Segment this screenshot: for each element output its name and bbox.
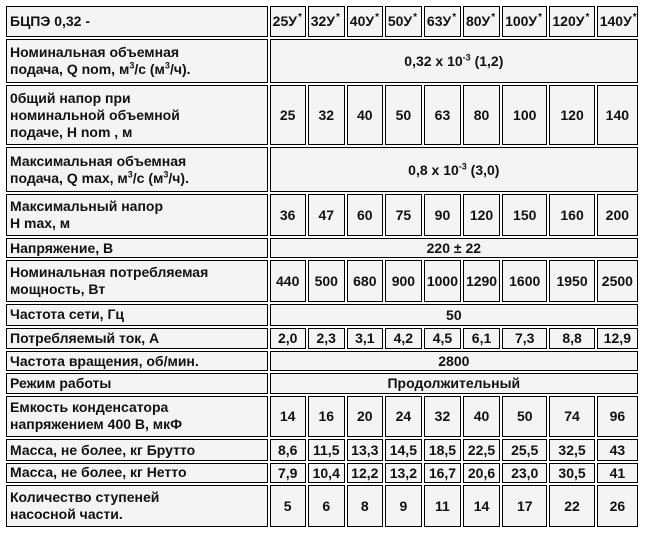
label-line: Номинальная потребляемая <box>10 264 209 281</box>
table-cell: 160 <box>549 194 594 236</box>
table-cell: 1000 <box>424 260 461 302</box>
table-cell: 16,7 <box>424 463 461 483</box>
label-line: /с (м <box>132 169 164 186</box>
table-cell: 680 <box>347 260 383 302</box>
model-mark: * <box>632 12 637 24</box>
value-exponent: -3 <box>458 161 467 172</box>
row-label <box>6 39 268 84</box>
table-row <box>6 328 638 349</box>
table-cell: 500 <box>308 260 345 302</box>
model-mark: * <box>335 12 340 24</box>
table-cell: 32 <box>424 396 461 438</box>
table-cell: 13,2 <box>385 463 422 483</box>
label-line: подача, Q max, м <box>10 169 128 186</box>
value-text: (3,0) <box>466 161 500 178</box>
model-mark: * <box>538 12 543 24</box>
table-cell: 14,5 <box>385 439 422 460</box>
row-label: Потребляемый ток, А <box>6 328 268 349</box>
table-cell: 11,5 <box>308 439 345 460</box>
table-cell: 10,4 <box>308 463 345 483</box>
label-line: Номинальная объемная <box>10 43 180 60</box>
table-cell: 100 <box>502 85 547 145</box>
table-cell: 6,1 <box>463 328 500 349</box>
table-row <box>6 485 638 527</box>
table-row <box>6 304 638 325</box>
model-mark: * <box>491 12 496 24</box>
model-name: 32У <box>310 13 335 30</box>
table-cell: 4,2 <box>385 328 422 349</box>
table-cell: 43 <box>597 439 638 460</box>
table-cell: 25,5 <box>502 439 547 460</box>
model-header <box>347 6 383 37</box>
row-label: Частота вращения, об/мин. <box>6 351 268 371</box>
model-name: 40У <box>349 13 375 30</box>
table-cell: 1950 <box>549 260 594 302</box>
model-name: 63У <box>426 13 452 30</box>
label-line: H max, м <box>10 215 71 232</box>
table-cell: 14 <box>463 485 500 527</box>
row-label: Масса, не более, кг Брутто <box>6 439 268 460</box>
label-line: напряжением 400 В, мкФ <box>10 416 183 433</box>
row-label <box>6 485 268 527</box>
table-title: БЦПЭ 0,32 - <box>6 6 268 37</box>
table-cell: 17 <box>502 485 547 527</box>
label-line: Максимальный напор <box>10 198 164 215</box>
model-name: 120У <box>552 13 585 30</box>
table-cell: 96 <box>597 396 638 438</box>
table-cell: 4,5 <box>424 328 461 349</box>
value-text: (1,2) <box>470 52 504 69</box>
table-cell: 7,9 <box>270 463 306 483</box>
model-header <box>502 6 547 37</box>
table-cell: 22,5 <box>463 439 500 460</box>
label-line: насосной части. <box>10 506 123 523</box>
table-row <box>6 147 638 192</box>
table-cell: 3,1 <box>347 328 383 349</box>
table-cell: 16 <box>308 396 345 438</box>
table-cell: 120 <box>549 85 594 145</box>
table-row <box>6 85 638 145</box>
row-label <box>6 396 268 438</box>
label-line: подаче, H nom , м <box>10 123 133 140</box>
table-cell: 140 <box>597 85 638 145</box>
table-cell: 40 <box>347 85 383 145</box>
table-cell: 2,0 <box>270 328 306 349</box>
label-line: номинальной объемной <box>10 106 180 123</box>
table-cell: 1290 <box>463 260 500 302</box>
table-cell: 150 <box>502 194 547 236</box>
table-cell: 7,3 <box>502 328 547 349</box>
table-cell: 63 <box>424 85 461 145</box>
header-row <box>6 6 638 37</box>
row-label: Напряжение, В <box>6 238 268 258</box>
model-mark: * <box>375 12 379 24</box>
table-cell: 50 <box>502 396 547 438</box>
table-cell: 8,8 <box>549 328 594 349</box>
model-header <box>270 6 306 37</box>
merged-value: 220 ± 22 <box>270 238 638 258</box>
label-line: /ч). <box>169 60 191 77</box>
table-cell: 8,6 <box>270 439 306 460</box>
table-cell: 120 <box>463 194 500 236</box>
label-line: /ч). <box>168 169 189 186</box>
label-line: Емкость конденсатора <box>10 399 169 416</box>
table-cell: 11 <box>424 485 461 527</box>
table-cell: 20 <box>347 396 383 438</box>
label-line: подача, Q nom, м <box>10 60 130 77</box>
table-cell: 20,6 <box>463 463 500 483</box>
label-line: /с (м <box>134 60 165 77</box>
model-header <box>463 6 500 37</box>
table-cell: 22 <box>549 485 594 527</box>
table-cell: 25 <box>270 85 306 145</box>
label-line: Максимальная объемная <box>10 152 187 169</box>
model-name: 50У <box>387 13 413 30</box>
table-cell: 47 <box>308 194 345 236</box>
merged-value: 50 <box>270 304 638 325</box>
table-cell: 30,5 <box>549 463 594 483</box>
table-cell: 200 <box>597 194 638 236</box>
row-label: Частота сети, Гц <box>6 304 268 325</box>
table-cell: 23,0 <box>502 463 547 483</box>
table-row <box>6 39 638 84</box>
model-header <box>597 6 638 37</box>
table-cell: 440 <box>270 260 306 302</box>
table-row <box>6 373 638 393</box>
label-line: Количество ступеней <box>10 489 160 506</box>
model-name: 140У <box>599 13 632 30</box>
spec-table <box>4 4 640 529</box>
table-row <box>6 351 638 371</box>
table-cell: 13,3 <box>347 439 383 460</box>
model-mark: * <box>297 12 302 24</box>
model-header <box>424 6 461 37</box>
label-line: мощность, Вт <box>10 281 106 298</box>
table-cell: 50 <box>385 85 422 145</box>
table-row <box>6 194 638 236</box>
table-cell: 36 <box>270 194 306 236</box>
table-cell: 1600 <box>502 260 547 302</box>
merged-value <box>270 39 638 84</box>
table-row <box>6 463 638 483</box>
model-header <box>385 6 422 37</box>
merged-value: Продолжительный <box>270 373 638 393</box>
table-cell: 12,9 <box>597 328 638 349</box>
table-cell: 8 <box>347 485 383 527</box>
merged-value <box>270 147 638 192</box>
row-label <box>6 85 268 145</box>
table-cell: 5 <box>270 485 306 527</box>
table-cell: 6 <box>308 485 345 527</box>
table-cell: 900 <box>385 260 422 302</box>
table-cell: 2500 <box>597 260 638 302</box>
value-text: 0,8 х 10 <box>408 161 459 178</box>
table-cell: 2,3 <box>308 328 345 349</box>
value-exponent: -3 <box>462 52 471 63</box>
table-cell: 60 <box>347 194 383 236</box>
model-name: 100У <box>505 13 538 30</box>
row-label: Режим работы <box>6 373 268 393</box>
table-row <box>6 238 638 258</box>
table-cell: 80 <box>463 85 500 145</box>
table-cell: 9 <box>385 485 422 527</box>
unit-exponent: 3 <box>163 169 169 180</box>
table-row <box>6 260 638 302</box>
table-row <box>6 396 638 438</box>
table-cell: 32 <box>308 85 345 145</box>
table-cell: 40 <box>463 396 500 438</box>
row-label <box>6 147 268 192</box>
table-cell: 90 <box>424 194 461 236</box>
unit-exponent: 3 <box>129 60 135 71</box>
merged-value: 2800 <box>270 351 638 371</box>
row-label <box>6 260 268 302</box>
model-header <box>549 6 594 37</box>
table-row <box>6 439 638 460</box>
row-label <box>6 194 268 236</box>
table-cell: 12,2 <box>347 463 383 483</box>
table-cell: 74 <box>549 396 594 438</box>
table-cell: 24 <box>385 396 422 438</box>
model-mark: * <box>452 12 457 24</box>
table-cell: 26 <box>597 485 638 527</box>
model-mark: * <box>585 12 590 24</box>
model-name: 80У <box>465 13 491 30</box>
model-name: 25У <box>272 13 297 30</box>
table-cell: 18,5 <box>424 439 461 460</box>
row-label: Масса, не более, кг Нетто <box>6 463 268 483</box>
table-cell: 75 <box>385 194 422 236</box>
table-cell: 41 <box>597 463 638 483</box>
table-cell: 32,5 <box>549 439 594 460</box>
unit-exponent: 3 <box>127 169 133 180</box>
table-cell: 14 <box>270 396 306 438</box>
model-header <box>308 6 345 37</box>
label-line: 0бщий напор при <box>10 89 131 106</box>
value-text: 0,32 х 10 <box>404 52 463 69</box>
model-mark: * <box>413 12 418 24</box>
unit-exponent: 3 <box>164 60 170 71</box>
